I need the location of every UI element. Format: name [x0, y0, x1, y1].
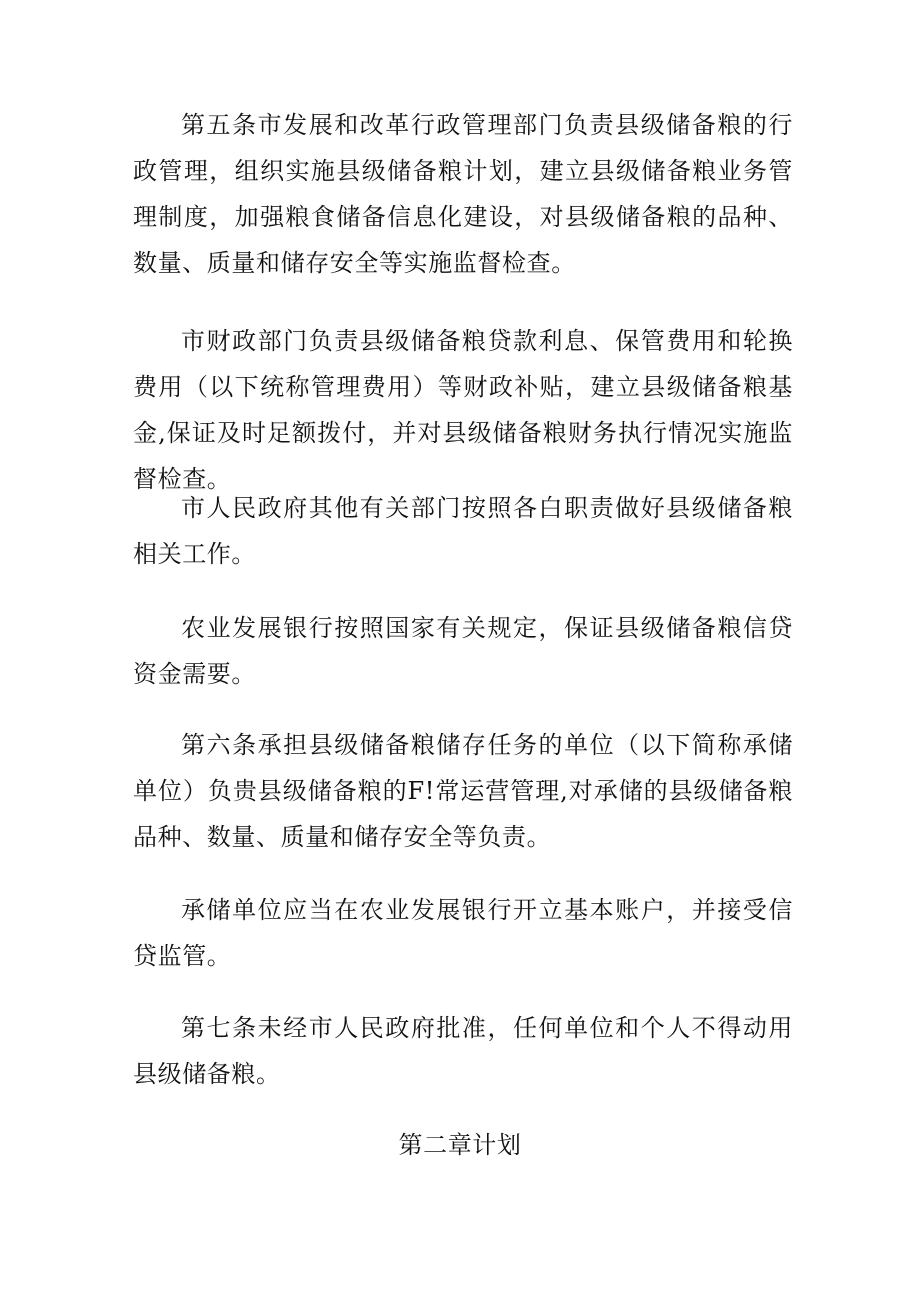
- paragraph-article-7: 第七条未经市人民政府批准，任何单位和个人不得动用县级储备粮。: [133, 1014, 793, 1088]
- chapter-heading: 第二章计划: [398, 1131, 522, 1159]
- paragraph-article-5: 第五条市发展和改革行政管理部门负责县级储备粮的行政管理，组织实施县级储备粮计划，建立县级储备粮业务管理制度，加强粮食储备信息化建设，对县级储备粮的品种、数量、质量和储存安全等实施监督检查。: [133, 111, 793, 277]
- paragraph-article-6: 第六条承担县级储备粮储存任务的单位（以下简称承储单位）负贵县级储备粮的F!常运营管理,对承储的县级储备粮品种、数量、质量和储存安全等负责。: [133, 731, 793, 851]
- paragraph-finance-department: 市财政部门负责县级储备粮贷款利息、保管费用和轮换费用（以下统称管理费用）等财政补贴，建立县级储备粮基金,保证及时足额拨付，并对县级储备粮财务执行情况实施监督检查。: [133, 327, 793, 493]
- paragraph-other-departments: 市人民政府其他有关部门按照各白职责做好县级储备粮相关工作。: [133, 494, 793, 568]
- paragraph-agricultural-bank: 农业发展银行按照国家有关规定，保证县级储备粮信贷资金需要。: [133, 614, 793, 688]
- paragraph-storage-units-account: 承储单位应当在农业发展银行开立基本账户，并接受信贷监管。: [133, 896, 793, 970]
